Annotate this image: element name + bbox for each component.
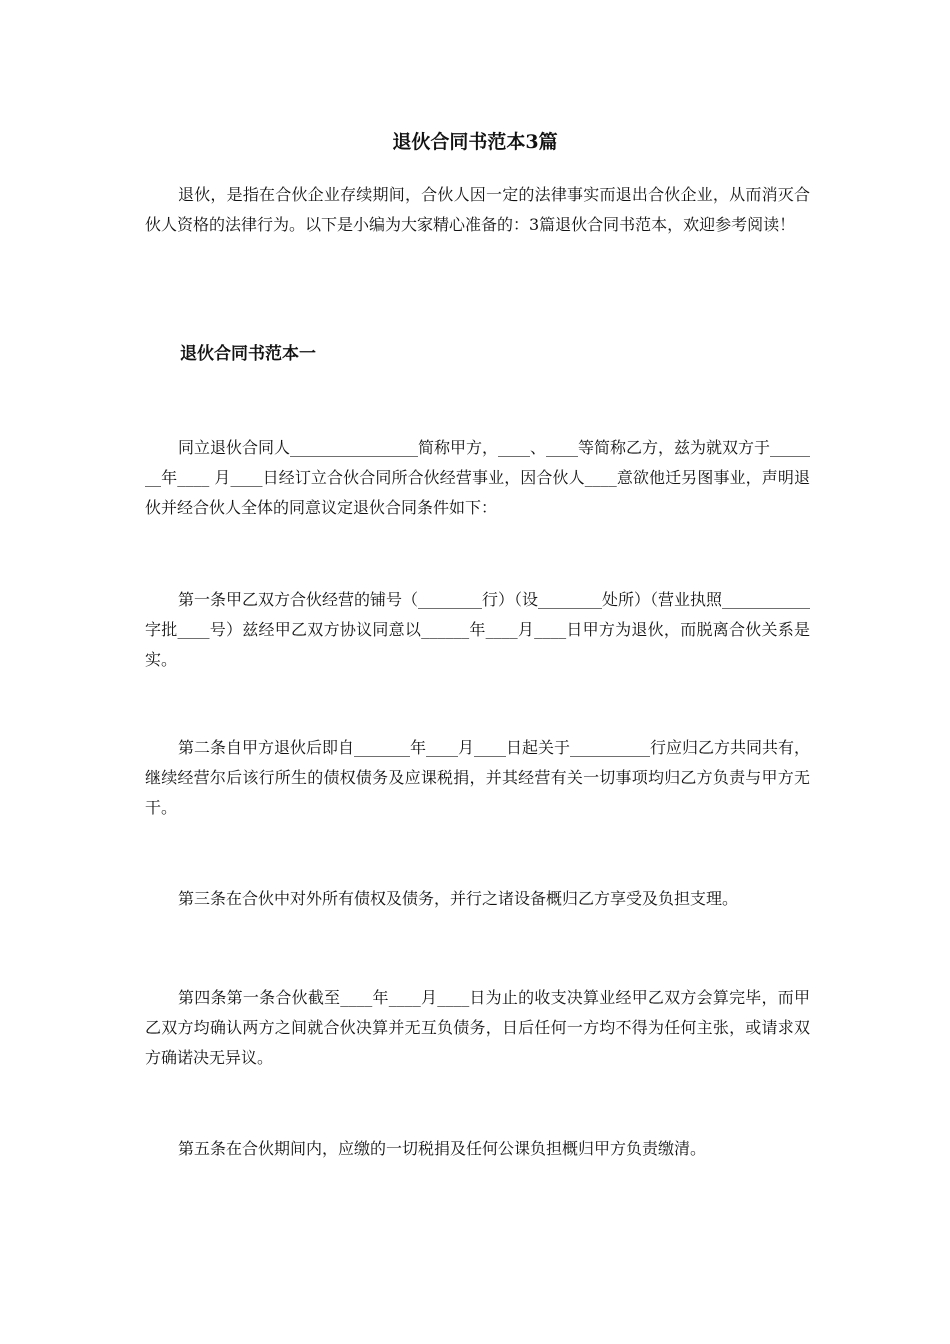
document-title: 退伙合同书范本3篇 — [392, 131, 558, 153]
paragraph-article-5: 第五条在合伙期间内，应缴的一切税捐及任何公课负担概归甲方负责缴清。 — [178, 1139, 707, 1158]
paragraph-article-1: 第一条甲乙双方合伙经营的铺号（________行）（设________处所）（营业执照___________字批____号）兹经甲乙双方协议同意以______年____月____日甲方为退伙，而脱离合伙关系是实。 — [145, 590, 811, 669]
paragraph-article-2: 第二条自甲方退伙后即自_______年____月____日起关于__________行应归乙方共同共有，继续经营尔后该行所生的债权债务及应课税捐，并其经营有关一切事项均归乙方负责与甲方无干。 — [145, 738, 811, 817]
paragraph-article-3: 第三条在合伙中对外所有债权及债务，并行之诸设备概归乙方享受及负担支理。 — [178, 889, 739, 908]
section-heading: 退伙合同书范本一 — [180, 344, 316, 364]
paragraph-preamble: 同立退伙合同人________________简称甲方，____、____等简称乙方，兹为就双方于_______年____ 月____日经订立合伙合同所合伙经营事业，因合伙人____意欲他迁另图事业，声明退伙并经合伙人全体的同意议定退伙合同条件如下： — [145, 438, 811, 517]
paragraph-article-4: 第四条第一条合伙截至____年____月____日为止的收支决算业经甲乙双方会算完毕，而甲乙双方均确认两方之间就合伙决算并无互负债务，日后任何一方均不得为任何主张，或请求双方确诺决无异议。 — [145, 988, 810, 1067]
intro-paragraph: 退伙，是指在合伙企业存续期间，合伙人因一定的法律事实而退出合伙企业，从而消灭合伙人资格的法律行为。以下是小编为大家精心准备的：3篇退伙合同书范本，欢迎参考阅读！ — [145, 185, 810, 234]
